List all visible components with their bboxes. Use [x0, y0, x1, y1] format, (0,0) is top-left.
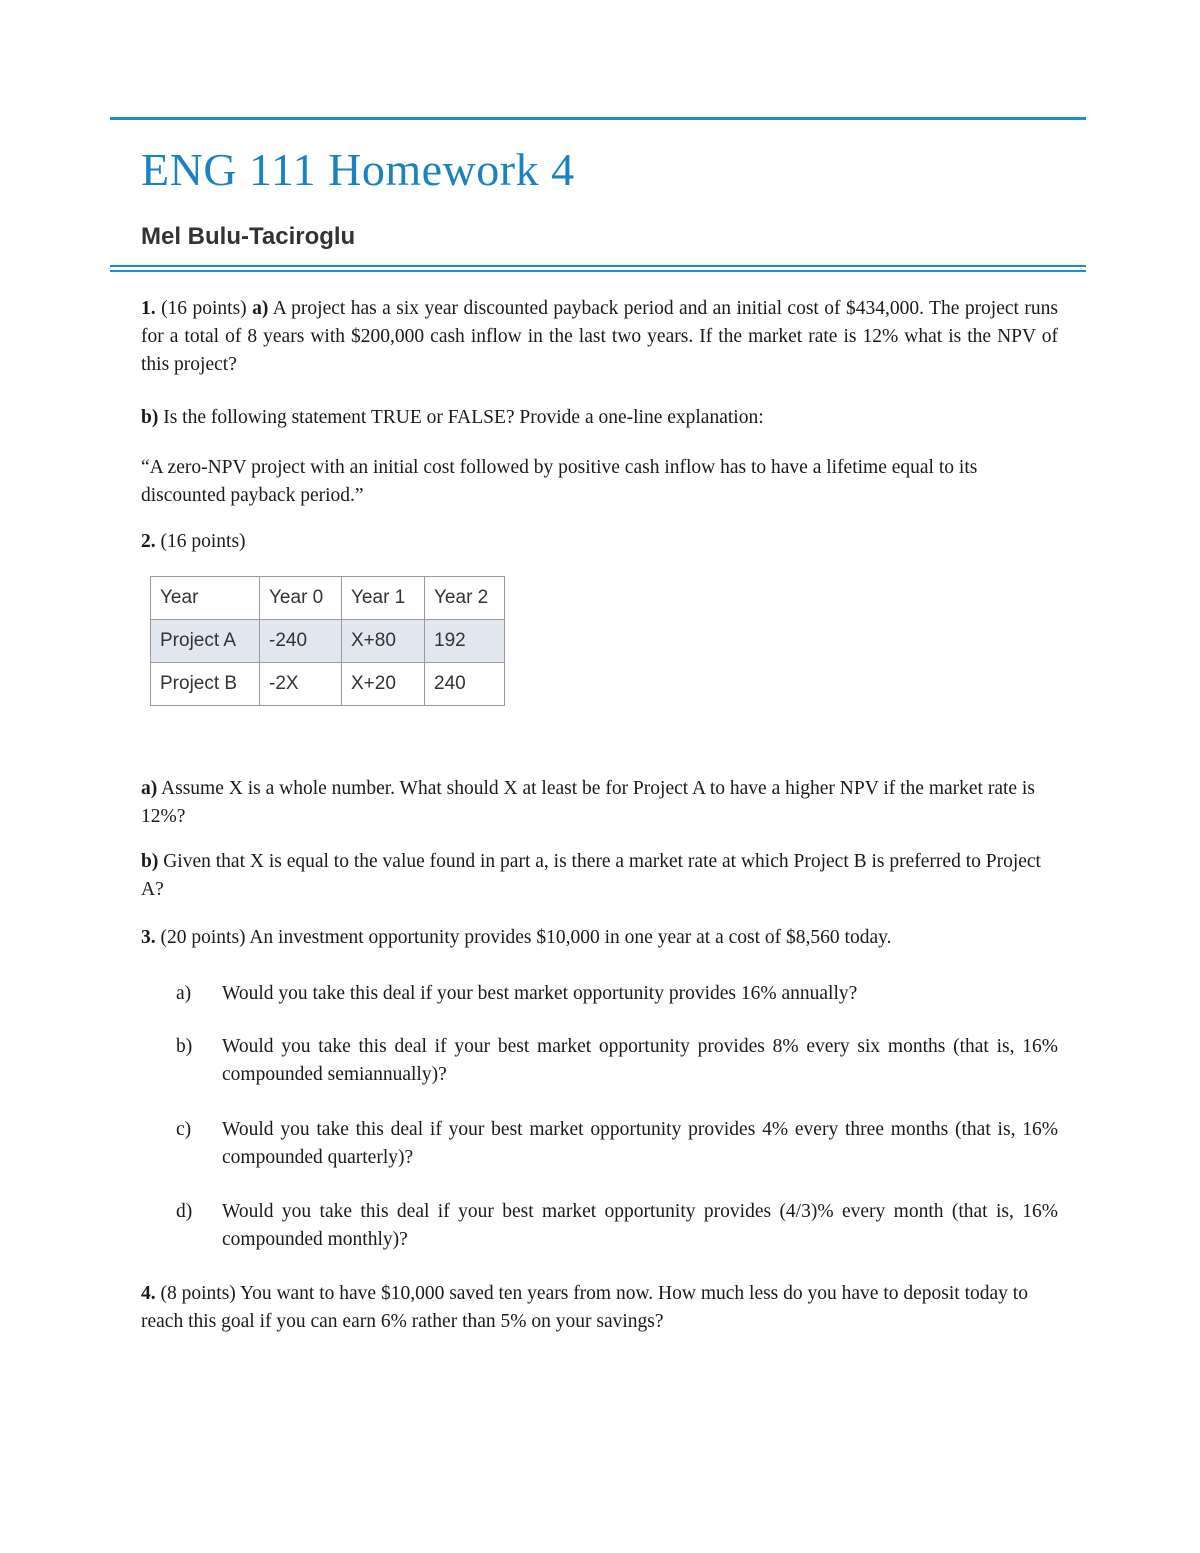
question-4-number: 4.: [141, 1283, 156, 1304]
question-2-a-text: Assume X is a whole number. What should X at least be for Project A to have a higher NPV if the market rate is 12%?: [141, 778, 1035, 827]
list-item-label: c): [176, 1119, 192, 1140]
question-1-part-b: [141, 404, 1058, 432]
table-cell: X+20: [342, 663, 425, 706]
list-item-text: Would you take this deal if your best market opportunity provides 4% every three months (that is, 16% compounded quarterly)?: [222, 1119, 1058, 1168]
question-3-number: 3.: [141, 927, 156, 948]
question-2-heading: [141, 528, 1058, 556]
table-row: [151, 663, 505, 706]
table-header-row: [151, 577, 505, 620]
question-2-b-label: b): [141, 851, 159, 872]
table-cell: X+80: [342, 620, 425, 663]
question-2-points: (16 points): [155, 531, 246, 552]
question-1-a-label: a): [252, 298, 269, 319]
list-item-text: Would you take this deal if your best market opportunity provides 16% annually?: [222, 983, 858, 1004]
table-cell: 192: [425, 620, 505, 663]
question-4: [141, 1280, 1058, 1336]
table-cell: Project A: [151, 620, 260, 663]
table-cell: Project B: [151, 663, 260, 706]
question-2-b-text: Given that X is equal to the value found in part a, is there a market rate at which Project B is preferred to Project A?: [141, 851, 1041, 900]
cash-flow-table: [150, 576, 505, 706]
question-3-text: (20 points) An investment opportunity provides $10,000 in one year at a cost of $8,560 today.: [155, 927, 892, 948]
table-cell: Year 0: [260, 577, 342, 620]
header-bottom-rule: [110, 265, 1086, 267]
list-item-label: d): [176, 1201, 193, 1222]
author-name: Mel Bulu-Taciroglu: [141, 223, 356, 250]
question-1-quote: “A zero-NPV project with an initial cost followed by positive cash inflow has to have a lifetime equal to its discounted payback period.”: [141, 457, 978, 506]
table-cell: -240: [260, 620, 342, 663]
question-1-part-a: [141, 295, 1058, 379]
table-cell: Year: [151, 577, 260, 620]
question-1-b-label: b): [141, 407, 159, 428]
list-item-label: a): [176, 983, 192, 1004]
question-2-number: 2.: [141, 531, 156, 552]
document-title: ENG 111 Homework 4: [141, 144, 575, 195]
question-1-number: 1.: [141, 298, 156, 319]
list-item-text: Would you take this deal if your best market opportunity provides 8% every six months (that is, 16% compounded semiannually)?: [222, 1036, 1058, 1085]
table-cell: -2X: [260, 663, 342, 706]
table-cell: Year 2: [425, 577, 505, 620]
table-row: [151, 620, 505, 663]
question-2-a-label: a): [141, 778, 158, 799]
question-2-part-a: [141, 775, 1058, 831]
header-bottom-rule-2: [110, 270, 1086, 272]
question-4-text: (8 points) You want to have $10,000 saved ten years from now. How much less do you have to deposit today to reach this goal if you can earn 6% rather than 5% on your savings?: [141, 1283, 1028, 1332]
question-1-points: (16 points): [155, 298, 253, 319]
header-top-rule: [110, 117, 1086, 120]
question-1-b-text: Is the following statement TRUE or FALSE? Provide a one-line explanation:: [158, 407, 764, 428]
question-3-heading: [141, 924, 1058, 952]
question-2-part-b: [141, 848, 1058, 904]
list-item-text: Would you take this deal if your best market opportunity provides (4/3)% every month (that is, 16% compounded monthly)?: [222, 1201, 1058, 1250]
question-1-a-text: A project has a six year discounted payback period and an initial cost of $434,000. The project runs for a total of 8 years with $200,000 cash inflow in the last two years. If the market rate is 12% what is the NPV of this project?: [141, 298, 1058, 375]
table-cell: 240: [425, 663, 505, 706]
list-item-label: b): [176, 1036, 193, 1057]
table-cell: Year 1: [342, 577, 425, 620]
